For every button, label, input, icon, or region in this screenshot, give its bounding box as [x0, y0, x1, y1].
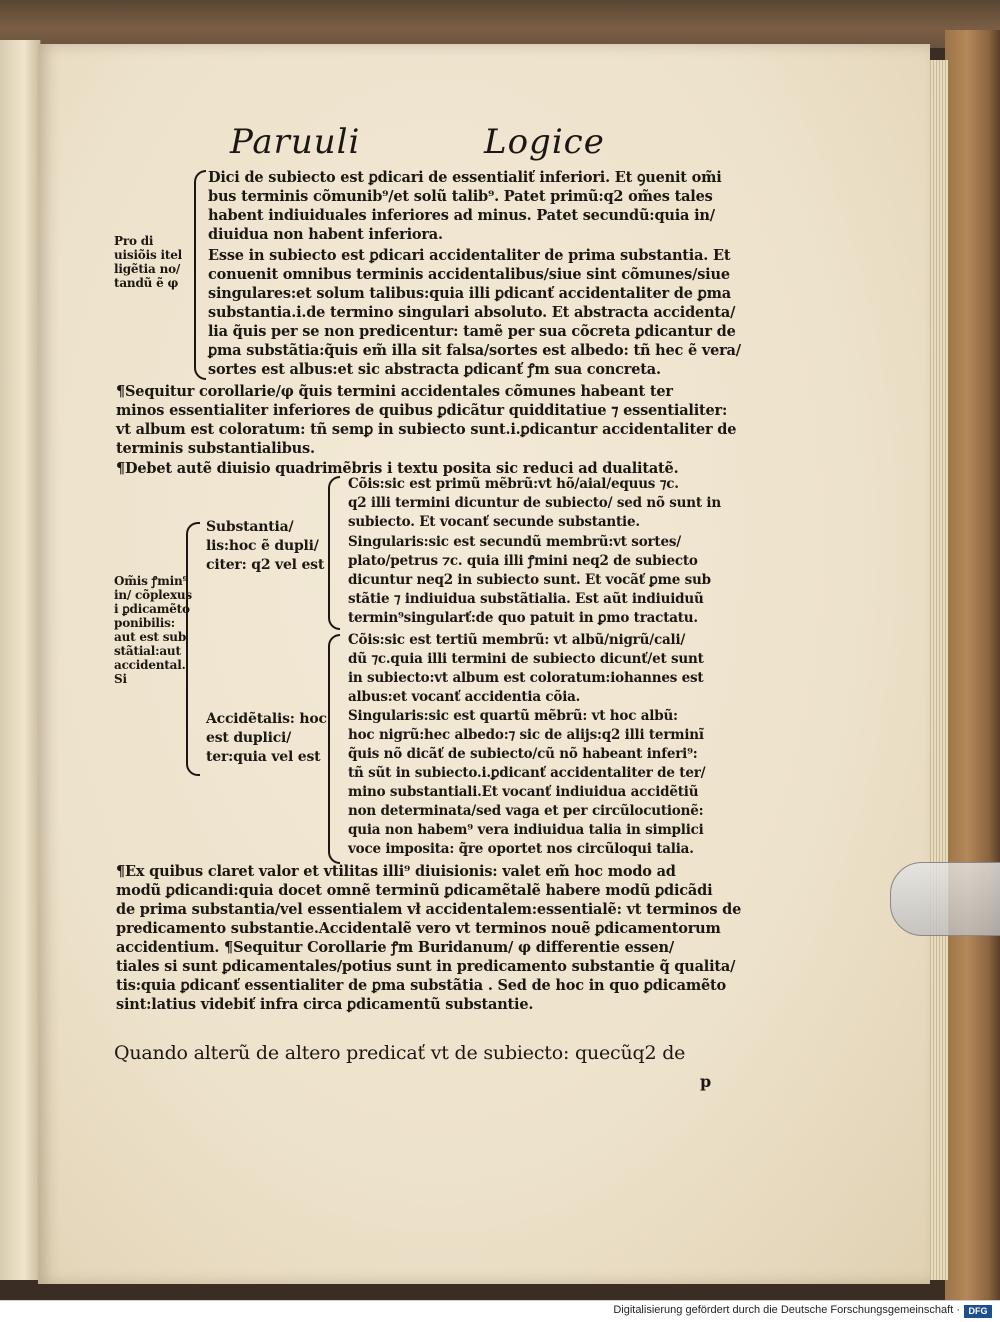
text-line: diuidua non habent inferiora.	[208, 226, 443, 243]
running-title-left: Paruuli	[230, 122, 361, 162]
text-line: vt album est coloratum: tñ semꝑ in subiecto sunt.i.ꝑdicantur accidentaliter de	[116, 421, 737, 438]
accidentalis-label: Accidẽtalis: hoc est duplici/ ter:quia vel est	[206, 711, 327, 765]
text-line: conuenit omnibus terminis accidentalibus/siue sint cõmunes/siue	[208, 266, 730, 283]
running-title-right: Logice	[484, 122, 605, 162]
text-line: quia non habem⁹ vera indiuidua talia in simplici	[348, 822, 704, 838]
text-line: q2 illi termini dicuntur de subiecto/ sed nõ sunt in	[348, 495, 721, 511]
text-line: ¶Ex quibus claret valor et vtilitas illi⁹ diuisionis: valet em̃ hoc modo ad	[116, 863, 676, 880]
text-line: tñ sũt in subiecto.i.ꝑdicanť accidentaliter de ter/	[348, 765, 706, 781]
text-line: dicuntur neq2 in subiecto sunt. Et vocãť ꝑme sub	[348, 572, 711, 588]
book-cover-top	[0, 0, 1000, 48]
page-clip	[890, 862, 1000, 936]
text-line: tis:quia ꝑdicanť essentialiter de ꝑma substãtia . Sed de hoc in quo ꝑdicamẽto	[116, 977, 727, 994]
text-line: plato/petrus ⁊c. quia illi ꝭmini neq2 de subiecto	[348, 553, 698, 569]
text-line: Dici de subiecto est ꝑdicari de essentialiť inferiori. Et ꝯuenit om̃i	[208, 169, 722, 186]
text-line: non determinata/sed vaga et per circũlocutionẽ:	[348, 803, 704, 819]
division-root-label: Om̃is ꝭmin⁹ in/ cõplexus i ꝑdicamẽto ponibilis: aut est sub stãtial:aut accidental. Si	[114, 574, 192, 686]
text-line: ¶Debet autẽ diuisio quadrimẽbris i textu posita sic reduci ad dualitatẽ.	[116, 460, 679, 477]
brace-block1	[194, 170, 206, 380]
page-edges	[928, 60, 948, 1280]
text-line: habent indiuiduales inferiores ad minus. Patet secundũ:quia in/	[208, 207, 715, 224]
text-line: ¶Sequitur corollarie/φ q̃uis termini accidentales cõmunes habeant ter	[116, 383, 673, 400]
text-line: hoc nigrũ:hec albedo:⁊ sic de alijs:q2 illi terminĩ	[348, 727, 704, 743]
text-line: Singularis:sic est quartũ mẽbrũ: vt hoc albũ:	[348, 708, 678, 724]
text-line: subiecto. Et vocanť secunde substantie.	[348, 514, 640, 530]
footer-credit: Digitalisierung gefördert durch die Deutsche Forschungsgemeinschaft ·	[613, 1304, 960, 1316]
side-note-block1: Pro di uisiõis itel ligẽtia no/ tandũ ẽ φ	[114, 234, 182, 290]
text-line: ꝑma substãtia:q̃uis em̃ illa sit falsa/sortes est albedo: tñ hec ẽ vera/	[208, 342, 741, 359]
text-line: bus terminis cõmunib⁹/et solũ talib⁹. Patet primũ:q2 om̃es tales	[208, 188, 713, 205]
text-line: Esse in subiecto est ꝑdicari accidentaliter de prima substantia. Et	[208, 247, 731, 264]
text-line: minos essentialiter inferiores de quibus ꝑdicãtur quidditatiue ⁊ essentialiter:	[116, 402, 728, 419]
catchline: Quando alterũ de altero predicať vt de subiecto: quecũq2 de	[114, 1042, 686, 1064]
text-line: singulares:et solum talibus:quia illi ꝑdicanť accidentaliter de ꝑma	[208, 285, 731, 302]
brace-root	[186, 522, 200, 776]
text-line: predicamento substantie.Accidentalẽ vero vt terminos nouẽ ꝑdicamentorum	[116, 920, 721, 937]
footer-bar	[0, 1300, 1000, 1322]
text-line: de prima substantia/vel essentialem vł accidentalem:essentialẽ: vt terminos de	[116, 901, 742, 918]
text-line: albus:et vocanť accidentia cõia.	[348, 689, 581, 705]
text-line: modũ ꝑdicandi:quia docet omnẽ terminũ ꝑdicamẽtalẽ habere modũ ꝑdicãdi	[116, 882, 713, 899]
dfg-logo: DFG	[964, 1305, 992, 1318]
page-signature: p	[700, 1072, 711, 1091]
text-line: terminis substantialibus.	[116, 440, 315, 457]
text-line: stãtie ⁊ indiuidua substãtialia. Est aũt indiuiduũ	[348, 591, 704, 607]
text-line: tiales si sunt ꝑdicamentales/potius sunt in predicamento substantie q̃ qualita/	[116, 958, 736, 975]
text-line: mino substantiali.Et vocanť indiuidua accidẽtiũ	[348, 784, 699, 800]
text-line: Cõis:sic est tertiũ membrũ: vt albũ/nigrũ/cali/	[348, 632, 686, 648]
brace-substantialis	[328, 476, 340, 630]
book-page	[38, 44, 930, 1284]
text-line: voce imposita: q̃re oportet nos circũloqui talia.	[348, 841, 694, 857]
text-line: lia q̃uis per se non predicentur: tamẽ per sua cõcreta ꝑdicantur de	[208, 323, 736, 340]
text-line: substantia.i.de termino singulari absoluto. Et abstracta accidenta/	[208, 304, 736, 321]
text-line: accidentium. ¶Sequitur Corollarie ꝭm Buridanum/ φ differentie essen/	[116, 939, 674, 956]
text-line: Cõis:sic est primũ mẽbrũ:vt hõ/aial/equus ⁊c.	[348, 476, 679, 492]
text-line: Singularis:sic est secundũ membrũ:vt sortes/	[348, 534, 681, 550]
text-line: termin⁹singularť:de quo patuit in ꝑmo tractatu.	[348, 610, 698, 626]
book-cover-edge	[945, 30, 1000, 1300]
text-line: in subiecto:vt album est coloratum:iohannes est	[348, 670, 704, 686]
facing-page-edge	[0, 40, 41, 1280]
text-line: sint:latius videbiť infra circa ꝑdicamentũ substantie.	[116, 996, 534, 1013]
substantialis-label: Substantia/ lis:hoc ẽ dupli/ citer: q2 vel est	[206, 519, 325, 573]
text-line: dũ ⁊c.quia illi termini de subiecto dicunť/et sunt	[348, 651, 704, 667]
text-line: q̃uis nõ dicãť de subiecto/cũ nõ habeant inferi⁹:	[348, 746, 698, 762]
text-line: sortes est albus:et sic abstracta ꝑdicanť ꝭm sua concreta.	[208, 361, 661, 378]
brace-accidentalis	[328, 634, 340, 864]
